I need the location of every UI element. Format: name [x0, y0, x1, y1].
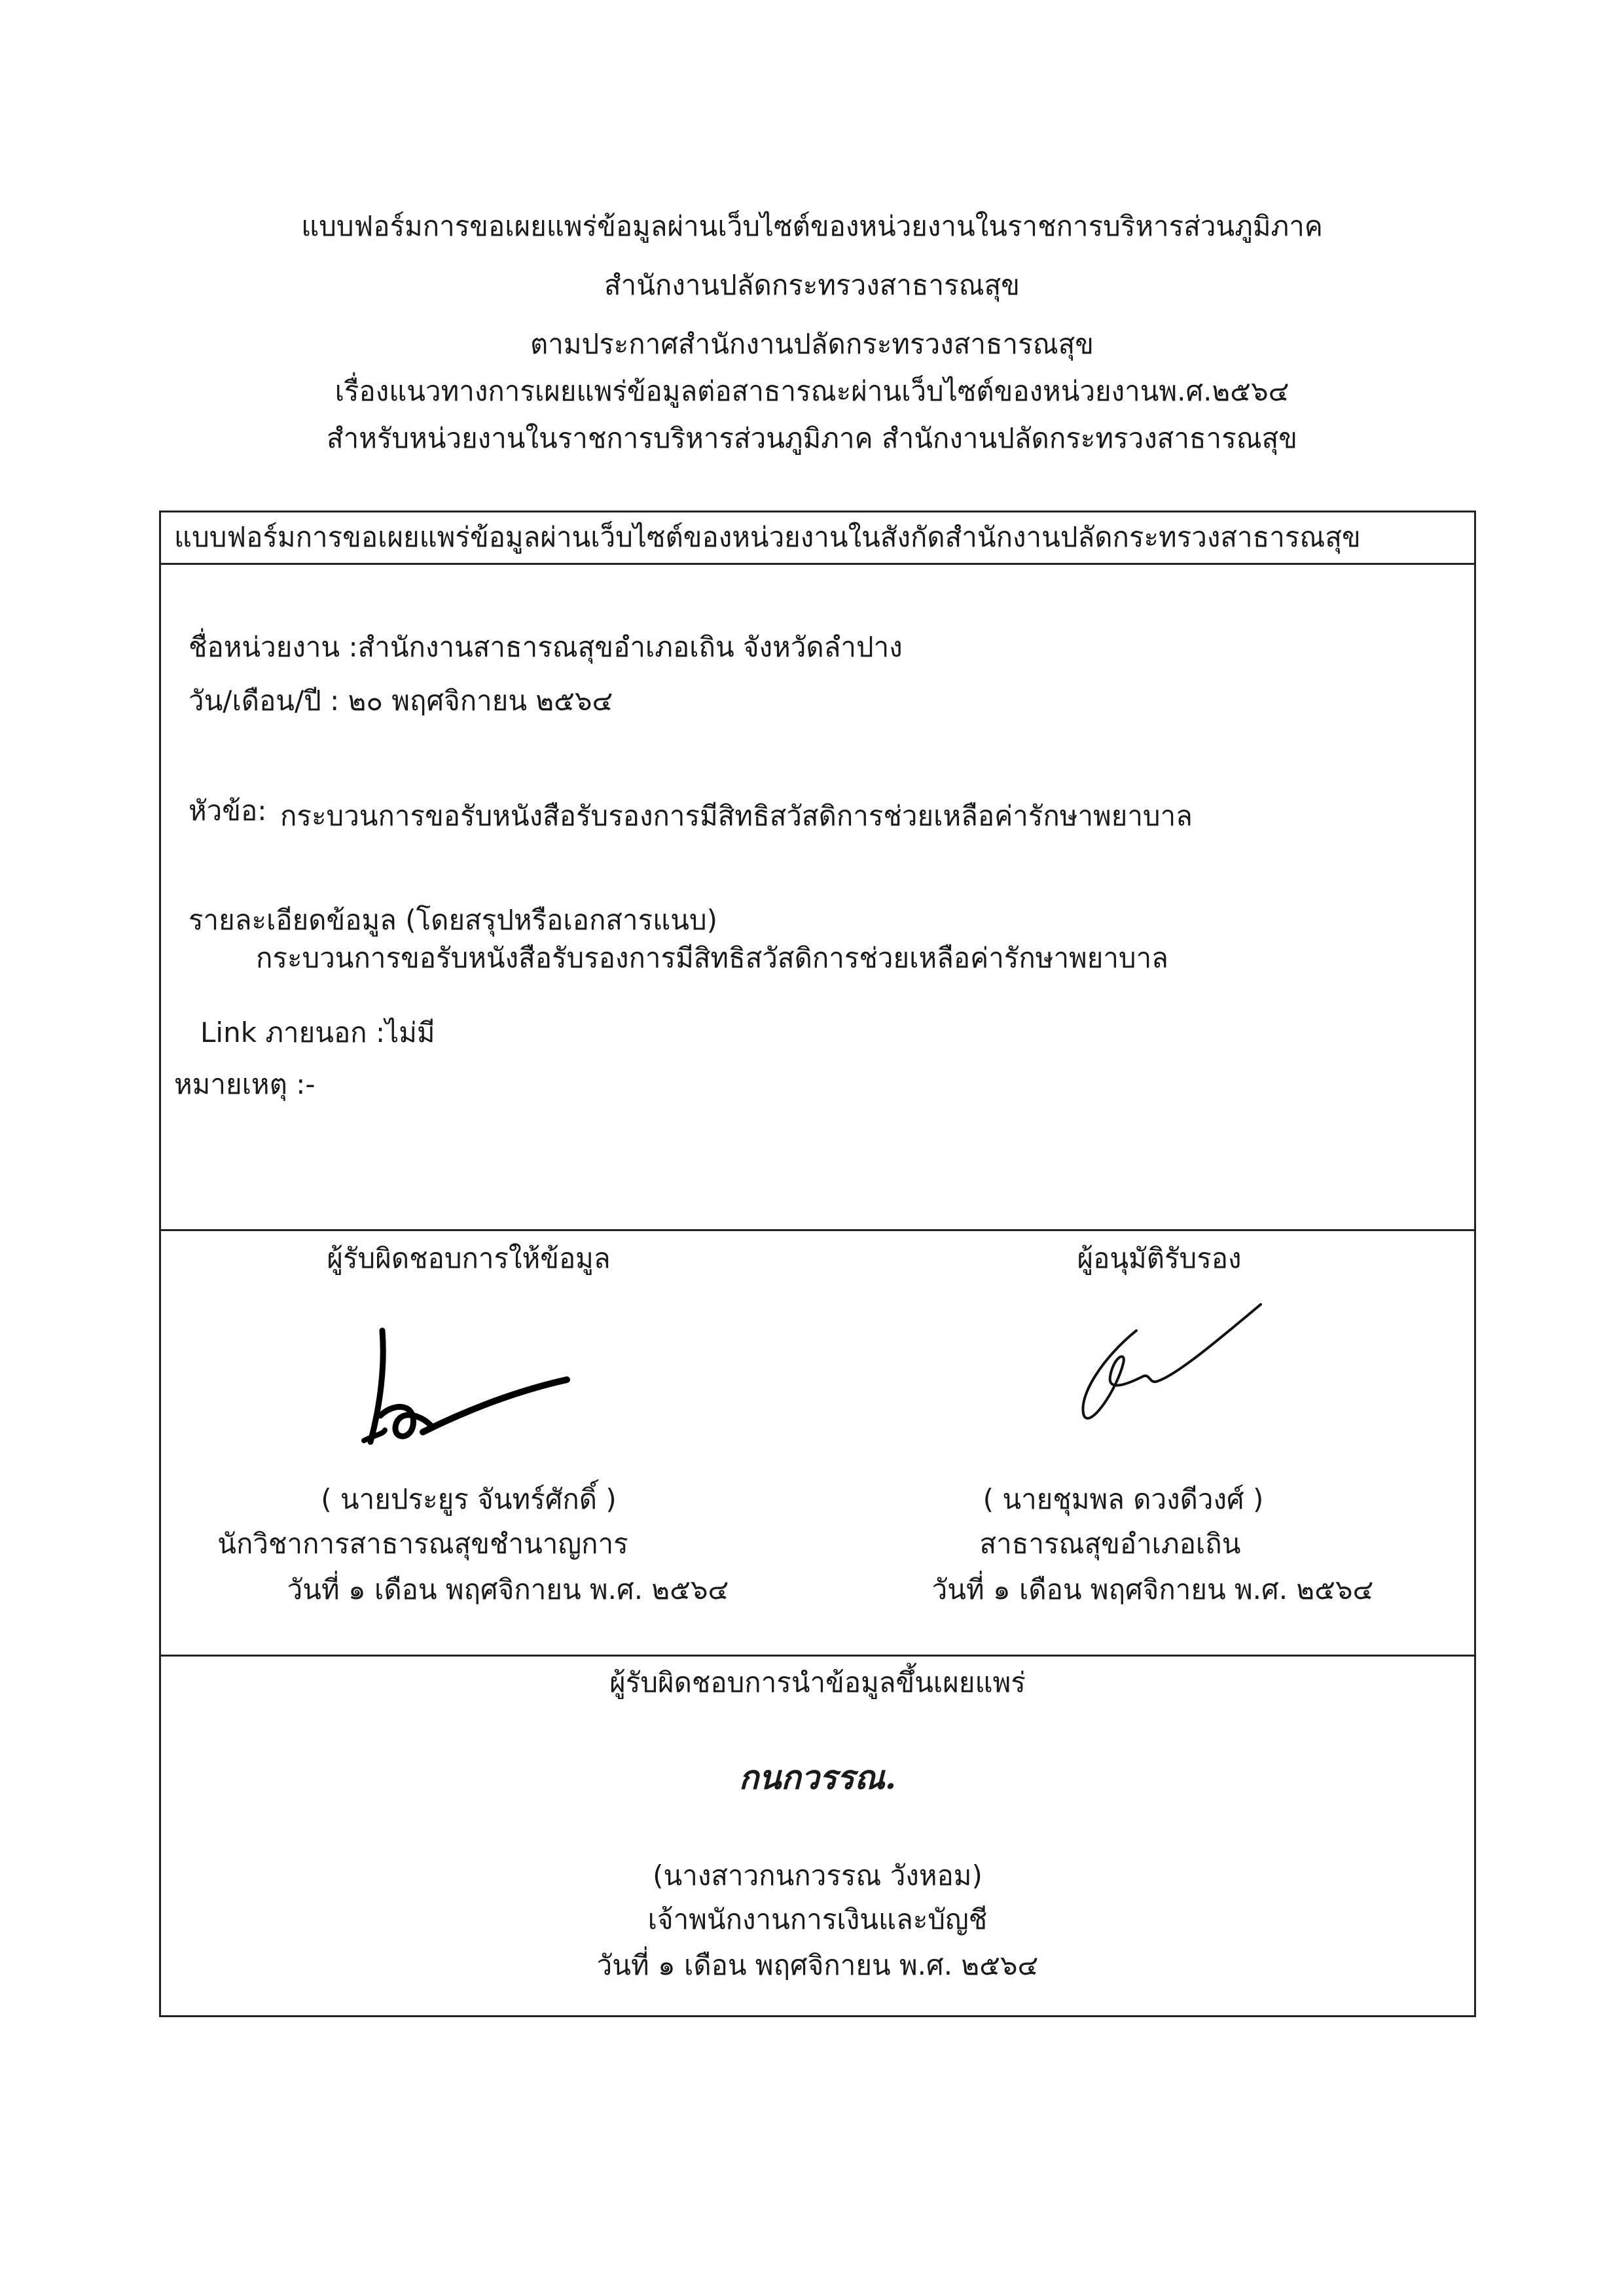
topic-value: กระบวนการขอรับหนังสือรับรองการมีสิทธิสวัสดิการช่วยเหลือค่ารักษาพยาบาล: [280, 800, 1193, 832]
header-line-4: เรื่องแนวทางการเผยแพร่ข้อมูลต่อสาธารณะผ่านเว็บไซต์ของหน่วยงานพ.ศ.๒๕๖๔: [334, 375, 1290, 407]
left-signature-image: [344, 1318, 580, 1462]
left-signer-position: นักวิชาการสาธารณสุขชำนาญการ: [217, 1528, 628, 1560]
form-title: แบบฟอร์มการขอเผยแพร่ข้อมูลผ่านเว็บไซต์ของหน่วยงานในสังกัดสำนักงานปลัดกระทรวงสาธารณสุข: [174, 521, 1361, 553]
right-signer-role: ผู้อนุมัติรับรอง: [1077, 1242, 1242, 1274]
topic-label: หัวข้อ:: [189, 795, 267, 827]
form-date: วัน/เดือน/ปี : ๒๐ พฤศจิกายน ๒๕๖๔: [189, 685, 613, 717]
publisher-date: วันที่ ๑ เดือน พฤศจิกายน พ.ศ. ๒๕๖๔: [596, 1949, 1039, 1981]
details-value: กระบวนการขอรับหนังสือรับรองการมีสิทธิสวัสดิการช่วยเหลือค่ารักษาพยาบาล: [256, 942, 1168, 974]
remark: หมายเหตุ :-: [174, 1068, 316, 1100]
right-signature-image: [1051, 1285, 1267, 1442]
details-label: รายละเอียดข้อมูล (โดยสรุปหรือเอกสารแนบ): [189, 904, 717, 936]
publisher-signature: กนกวรรณ.: [738, 1758, 897, 1797]
form-box: [159, 511, 1476, 2017]
header-line-1: แบบฟอร์มการขอเผยแพร่ข้อมูลผ่านเว็บไซต์ของหน่วยงานในราชการบริหารส่วนภูมิภาค: [301, 210, 1323, 242]
divider-publisher: [161, 1655, 1474, 1657]
publisher-role: ผู้รับผิดชอบการนำข้อมูลขึ้นเผยแพร่: [609, 1666, 1026, 1698]
divider-title: [161, 563, 1474, 565]
external-link: Link ภายนอก :ไม่มี: [200, 1016, 435, 1049]
right-signer-date: วันที่ ๑ เดือน พฤศจิกายน พ.ศ. ๒๕๖๔: [931, 1573, 1374, 1605]
divider-signers: [161, 1229, 1474, 1231]
left-signer-role: ผู้รับผิดชอบการให้ข้อมูล: [327, 1242, 611, 1274]
header-line-5: สำหรับหน่วยงานในราชการบริหารส่วนภูมิภาค สำนักงานปลัดกระทรวงสาธารณสุข: [326, 422, 1298, 454]
right-signer-position: สาธารณสุขอำเภอเถิน: [979, 1528, 1241, 1560]
publisher-position: เจ้าพนักงานการเงินและบัญชี: [647, 1903, 988, 1935]
left-signer-name: ( นายประยูร จันทร์ศักดิ์ ): [321, 1483, 617, 1515]
left-signer-date: วันที่ ๑ เดือน พฤศจิกายน พ.ศ. ๒๕๖๔: [287, 1573, 729, 1605]
right-signer-name: ( นายชุมพล ดวงดีวงศ์ ): [983, 1483, 1264, 1515]
agency-name: ชื่อหน่วยงาน :สำนักงานสาธารณสุขอำเภอเถิน จังหวัดลำปาง: [189, 631, 903, 663]
publisher-name: (นางสาวกนกวรรณ วังหอม): [653, 1859, 983, 1892]
header-line-3: ตามประกาศสำนักงานปลัดกระทรวงสาธารณสุข: [530, 328, 1094, 360]
header-line-2: สำนักงานปลัดกระทรวงสาธารณสุข: [604, 269, 1020, 301]
